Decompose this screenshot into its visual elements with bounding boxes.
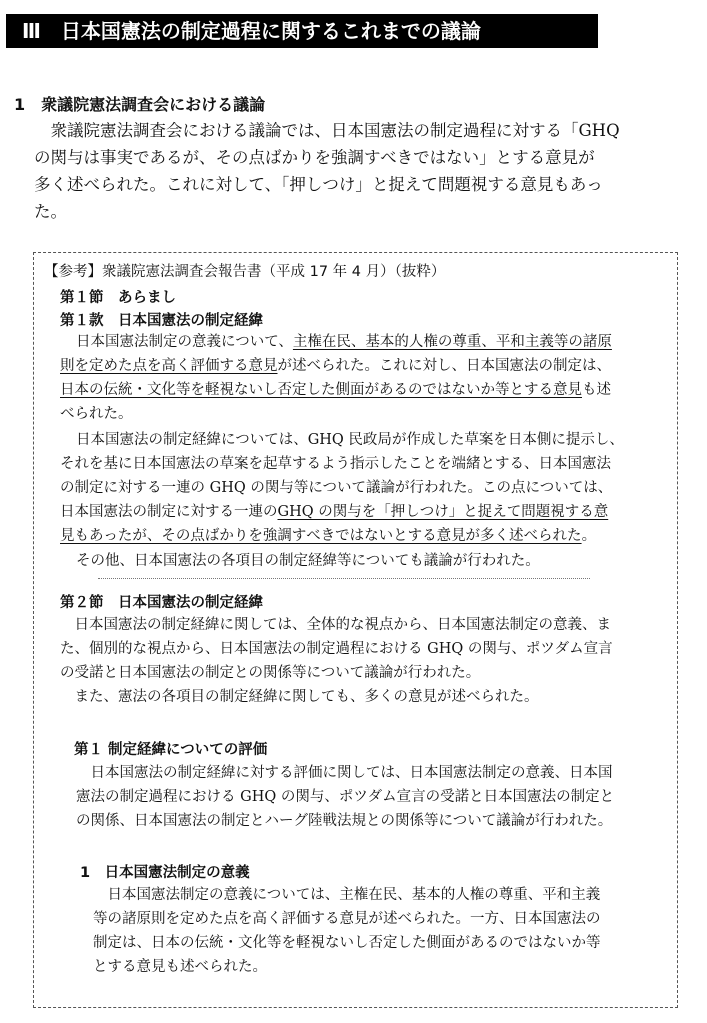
reference-line xyxy=(76,428,624,452)
reference-line xyxy=(60,524,596,548)
reference-section-title: 第２節 日本国憲法の制定経緯 xyxy=(60,595,263,611)
line-text: それを基に日本国憲法の草案を起草するよう指示したことを端緒とする、日本国憲法 xyxy=(60,456,611,472)
reference-line: 等の諸原則を定めた点を高く評価する意見が述べられた。一方、日本国憲法の xyxy=(93,911,601,927)
underlined-text: GHQ の関与を「押しつけ」と捉えて問題視する意 xyxy=(277,504,609,520)
underlined-text: 主権在民、基本的人権の尊重、平和主義等の諸原 xyxy=(292,334,612,350)
line-text: も述 xyxy=(582,382,611,398)
reference-line: の関係、日本国憲法の制定とハーグ陸戦法規との関係等について議論が行われた。 xyxy=(76,813,613,829)
reference-line: とする意見も述べられた。 xyxy=(93,959,267,975)
reference-title: 【参考】衆議院憲法調査会報告書（平成 17 年 4 月）（抜粋） xyxy=(44,264,446,280)
reference-line: 制定は、日本の伝統・文化等を軽視ないし否定した側面があるのではないか等 xyxy=(93,935,601,951)
line-text: 日本国憲法制定の意義について、 xyxy=(76,334,293,350)
reference-subsection-title: 第１款 日本国憲法の制定経緯 xyxy=(60,313,263,329)
reference-section-title: 第１節 あらまし xyxy=(60,290,176,306)
underlined-text: 見もあったが、その点ばかりを強調すべきではないとする意見が多く述べられた xyxy=(60,528,582,544)
reference-line xyxy=(60,378,611,402)
section-paragraph-line: た。 xyxy=(34,202,67,221)
reference-line xyxy=(60,500,608,524)
reference-line: 憲法の制定過程における GHQ の関与、ポツダム宣言の受諾と日本国憲法の制定と xyxy=(76,789,615,805)
significance-title: 1 日本国憲法制定の意義 xyxy=(80,865,250,881)
reference-line: た、個別的な視点から、日本国憲法の制定過程における GHQ の関与、ポツダム宣言 xyxy=(60,641,613,657)
line-text: 日本国憲法の制定経緯については、GHQ 民政局が作成した草案を日本側に提示し、 xyxy=(76,432,624,448)
section-paragraph-line: の関与は事実であるが、その点ばかりを強調すべきではない」とする意見が xyxy=(34,148,595,167)
reference-line: その他、日本国憲法の各項目の制定経緯等についても議論が行われた。 xyxy=(76,553,540,569)
section-divider xyxy=(98,578,590,579)
reference-line xyxy=(60,476,612,500)
section-paragraph-line: 多く述べられた。これに対して、「押しつけ」と捉えて問題視する意見もあっ xyxy=(34,175,603,194)
reference-line xyxy=(76,330,612,354)
reference-line xyxy=(60,452,611,476)
reference-line: 日本国憲法の制定経緯に関しては、全体的な視点から、日本国憲法制定の意義、ま xyxy=(60,617,611,633)
line-text: 。 xyxy=(581,528,597,544)
reference-line: 日本国憲法制定の意義については、主権在民、基本的人権の尊重、平和主義 xyxy=(93,887,601,903)
section-paragraph-line: 衆議院憲法調査会における議論では、日本国憲法の制定過程に対する「GHQ xyxy=(34,121,620,140)
line-text: べられた。 xyxy=(60,406,133,422)
underlined-text: 則を定めた点を高く評価する意見 xyxy=(60,358,278,374)
evaluation-title: 第１ 制定経緯についての評価 xyxy=(74,742,268,758)
chapter-heading: Ⅲ 日本国憲法の制定過程に関するこれまでの議論 xyxy=(6,14,598,48)
reference-line: の受諾と日本国憲法の制定との関係等について議論が行われた。 xyxy=(60,665,481,681)
line-text: の制定に対する一連の GHQ の関与等について議論が行われた。この点については、 xyxy=(60,480,613,496)
reference-line xyxy=(60,354,611,378)
reference-line: 日本国憲法の制定経緯に対する評価に関しては、日本国憲法制定の意義、日本国 xyxy=(76,765,613,781)
line-text: 日本国憲法の制定に対する一連の xyxy=(60,504,278,520)
reference-line: また、憲法の各項目の制定経緯に関しても、多くの意見が述べられた。 xyxy=(60,689,539,705)
section-title: 1 衆議院憲法調査会における議論 xyxy=(14,95,266,114)
line-text: が述べられた。これに対し、日本国憲法の制定は、 xyxy=(277,358,611,374)
underlined-text: 日本の伝統・文化等を軽視ないし否定した側面があるのではないか等とする意見 xyxy=(60,382,582,398)
reference-line xyxy=(60,402,133,426)
